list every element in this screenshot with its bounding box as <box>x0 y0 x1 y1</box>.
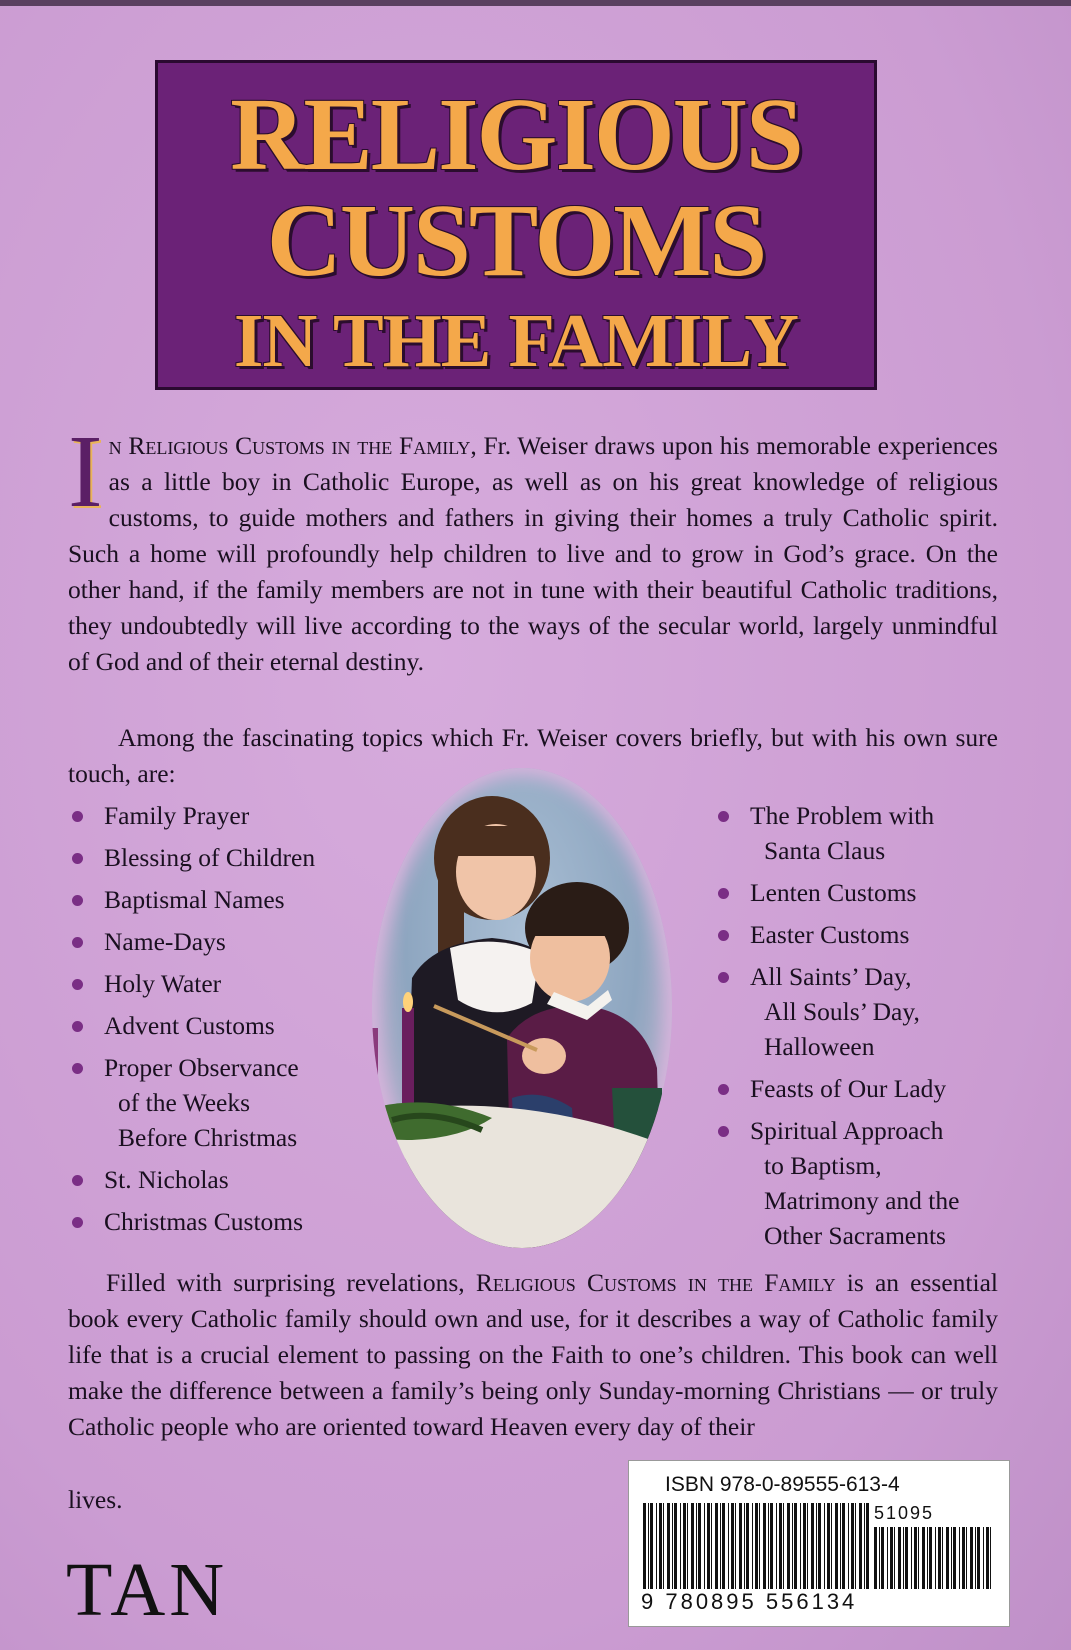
topics-list-right <box>714 798 1014 1260</box>
topic-label: Blessing of Children <box>104 843 316 872</box>
bullet-dot <box>718 811 729 822</box>
topic-label: Proper Observance <box>104 1053 299 1082</box>
bullet-dot <box>72 1217 83 1228</box>
topic-label: Baptismal Names <box>104 885 285 914</box>
closing-text-end: is an essential book every Catholic family should own and use, for it describes a way of Catholic family life that is a crucial element to passing on the Faith to one’s children. This book can well make the difference between a family’s being only Sunday-morning Christians — or truly Catholic people who are oriented toward Heaven every day of their <box>68 1268 998 1441</box>
barcode-number: 9 780895 556134 <box>641 1589 858 1614</box>
list-item <box>714 798 1014 868</box>
barcode-bars-main <box>643 1503 873 1589</box>
title-banner <box>155 60 877 390</box>
bullet-dot <box>718 930 729 941</box>
isbn-text: ISBN 978-0-89555-613-4 <box>665 1473 900 1496</box>
bullet-dot <box>72 937 83 948</box>
drop-cap: I <box>68 414 103 529</box>
topic-label: Holy Water <box>104 969 222 998</box>
bullet-dot <box>72 811 83 822</box>
closing-last-line: lives. <box>68 1485 123 1514</box>
topic-label: Spiritual Approach <box>750 1116 944 1145</box>
bullet-dot <box>72 853 83 864</box>
topic-label-cont: to Baptism, <box>764 1151 882 1180</box>
topic-label: Advent Customs <box>104 1011 275 1040</box>
bullet-dot <box>72 1175 83 1186</box>
bullet-dot <box>718 972 729 983</box>
price-code: 51095 <box>874 1503 935 1523</box>
topic-label: All Saints’ Day, <box>750 962 912 991</box>
bullet-dot <box>72 1021 83 1032</box>
topic-label: St. Nicholas <box>104 1165 229 1194</box>
list-item <box>714 959 1014 1064</box>
topic-label: The Problem with <box>750 801 935 830</box>
bullet-dot <box>718 1126 729 1137</box>
topic-label-cont: Before Christmas <box>118 1123 298 1152</box>
barcode-label <box>628 1460 1010 1627</box>
intro-paragraph <box>68 414 998 680</box>
list-item <box>68 966 388 1001</box>
topic-label-cont: Other Sacraments <box>764 1221 946 1250</box>
topics-intro-paragraph: Among the fascinating topics which Fr. Weiser covers briefly, but with his own sure touch, are: <box>68 723 998 788</box>
topic-label: Family Prayer <box>104 801 250 830</box>
topic-label: Name-Days <box>104 927 226 956</box>
closing-text-start: Filled with surprising revelations, <box>106 1268 476 1297</box>
bullet-dot <box>72 895 83 906</box>
list-item <box>714 875 1014 910</box>
topics-list-left <box>68 798 388 1246</box>
bullet-dot <box>72 1063 83 1074</box>
topic-label-cont: Matrimony and the <box>764 1186 960 1215</box>
topic-label-cont: Santa Claus <box>764 836 886 865</box>
children-lighting-candles-illustration <box>372 768 672 1248</box>
topic-label-cont: Halloween <box>764 1032 875 1061</box>
list-item <box>68 882 388 917</box>
topic-label: Feasts of Our Lady <box>750 1074 947 1103</box>
list-item <box>714 1071 1014 1106</box>
list-item <box>68 840 388 875</box>
intro-lead-smallcaps: n Religious Customs in the Family <box>108 431 471 460</box>
topic-label: Easter Customs <box>750 920 910 949</box>
cover-top-edge <box>0 0 1071 6</box>
barcode-bars-addon <box>874 1527 994 1589</box>
list-item <box>68 924 388 959</box>
bullet-dot <box>718 1084 729 1095</box>
topic-label-cont: All Souls’ Day, <box>764 997 920 1026</box>
list-item <box>714 917 1014 952</box>
children-photo <box>372 768 672 1248</box>
topic-label: Lenten Customs <box>750 878 917 907</box>
topic-label-cont: of the Weeks <box>118 1088 251 1117</box>
list-item <box>68 1008 388 1043</box>
bullet-dot <box>718 888 729 899</box>
title-line-2: CUSTOMS <box>266 183 766 298</box>
topic-label: Christmas Customs <box>104 1207 304 1236</box>
closing-book-title: Religious Customs in the Family <box>475 1268 836 1297</box>
title-line-3: IN THE FAMILY <box>233 299 799 383</box>
list-item <box>68 798 388 833</box>
bullet-dot <box>72 979 83 990</box>
publisher-logo: TAN <box>66 1548 229 1632</box>
list-item <box>714 1113 1014 1253</box>
list-item <box>68 1162 388 1197</box>
list-item <box>68 1204 388 1239</box>
closing-paragraph <box>68 1265 998 1445</box>
list-item <box>68 1050 388 1155</box>
intro-text: , Fr. Weiser draws upon his memorable experiences as a little boy in Catholic Europe, as well as on his great knowledge of religious customs, to guide mothers and fathers in giving their homes a truly Catholic spirit. Such a home will profoundly help children to live and to grow in God’s grace. On the other hand, if the family members are not in tune with their beautiful Catholic traditions, they undoubtedly will live according to the ways of the secular world, largely unmindful of God and of their eternal destiny. <box>68 431 998 676</box>
title-line-1: RELIGIOUS <box>230 77 802 192</box>
